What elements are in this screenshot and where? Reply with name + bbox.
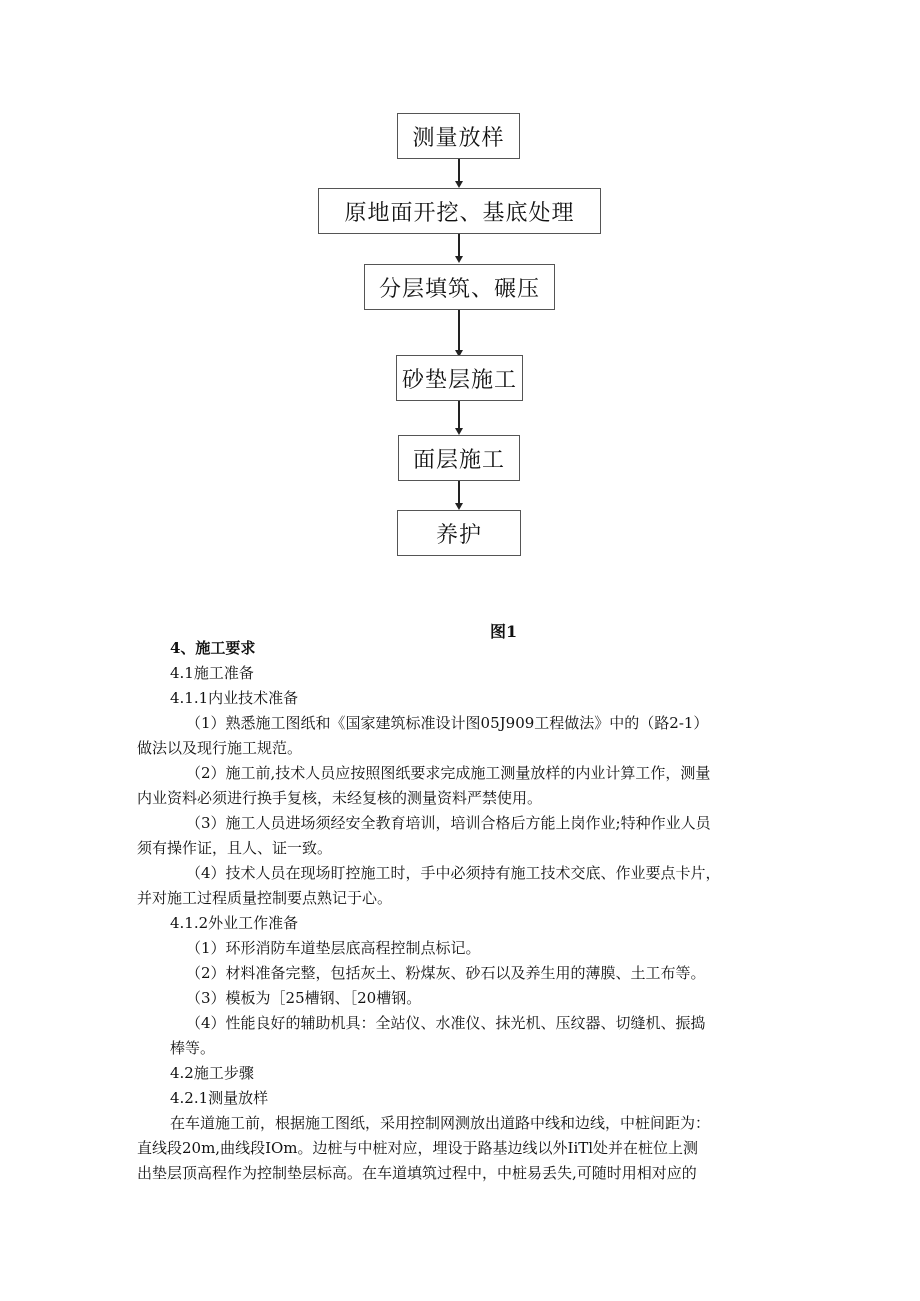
flow-step-layered-fill: 分层填筑、碾压 [364,264,555,310]
paragraph-line: 并对施工过程质量控制要点熟记于心。 [137,889,393,907]
subsection-heading: 4.2施工步骤 [170,1064,254,1082]
paragraph-line: （4）技术人员在现场盯控施工时，手中必须持有施工技术交底、作业要点卡片， [186,864,721,882]
paragraph-line: 内业资料必须进行换手复核，未经复核的测量资料严禁使用。 [137,789,543,807]
paragraph-line: （1）熟悉施工图纸和《国家建筑标准设计图05J909工程做法》中的（路2-1） [186,714,709,732]
flow-step-excavation: 原地面开挖、基底处理 [318,188,601,234]
subsection-heading: 4.1.2外业工作准备 [170,914,299,932]
list-item: （3）模板为［25槽钢、［20槽钢。 [186,989,422,1007]
section-heading: 4、施工要求 [170,639,256,657]
paragraph-line: 直线段20m,曲线段IOm。边桩与中桩对应，埋设于路基边线以外IiTl处并在桩位上测 [137,1139,699,1157]
flow-step-curing: 养护 [397,510,521,556]
subsection-heading: 4.1施工准备 [170,664,254,682]
list-item: （1）环形消防车道垫层底高程控制点标记。 [186,939,481,957]
flow-step-sand-cushion: 砂垫层施工 [396,355,523,401]
figure-caption: 图1 [490,622,518,641]
list-item: （2）材料准备完整，包括灰土、粉煤灰、砂石以及养生用的薄膜、土工布等。 [186,964,706,982]
list-item: 棒等。 [170,1039,216,1057]
flow-step-surface-layer: 面层施工 [398,435,520,481]
document-body [137,636,797,1186]
paragraph-line: 在车道施工前，根据施工图纸，采用控制网测放出道路中线和边线，中桩间距为： [170,1114,711,1132]
paragraph-line: （3）施工人员进场须经安全教育培训，培训合格后方能上岗作业;特种作业人员 [186,814,711,832]
flow-step-survey: 测量放样 [397,113,520,159]
paragraph-line: 须有操作证，且人、证一致。 [137,839,333,857]
subsection-heading: 4.2.1测量放样 [170,1089,269,1107]
list-item: （4）性能良好的辅助机具：全站仪、水准仪、抹光机、压纹器、切缝机、振捣 [186,1014,706,1032]
paragraph-line: 出垫层顶高程作为控制垫层标高。在车道填筑过程中，中桩易丢失,可随时用相对应的 [137,1164,697,1182]
paragraph-line: （2）施工前,技术人员应按照图纸要求完成施工测量放样的内业计算工作，测量 [186,764,711,782]
paragraph-line: 做法以及现行施工规范。 [137,739,303,757]
subsection-heading: 4.1.1内业技术准备 [170,689,299,707]
